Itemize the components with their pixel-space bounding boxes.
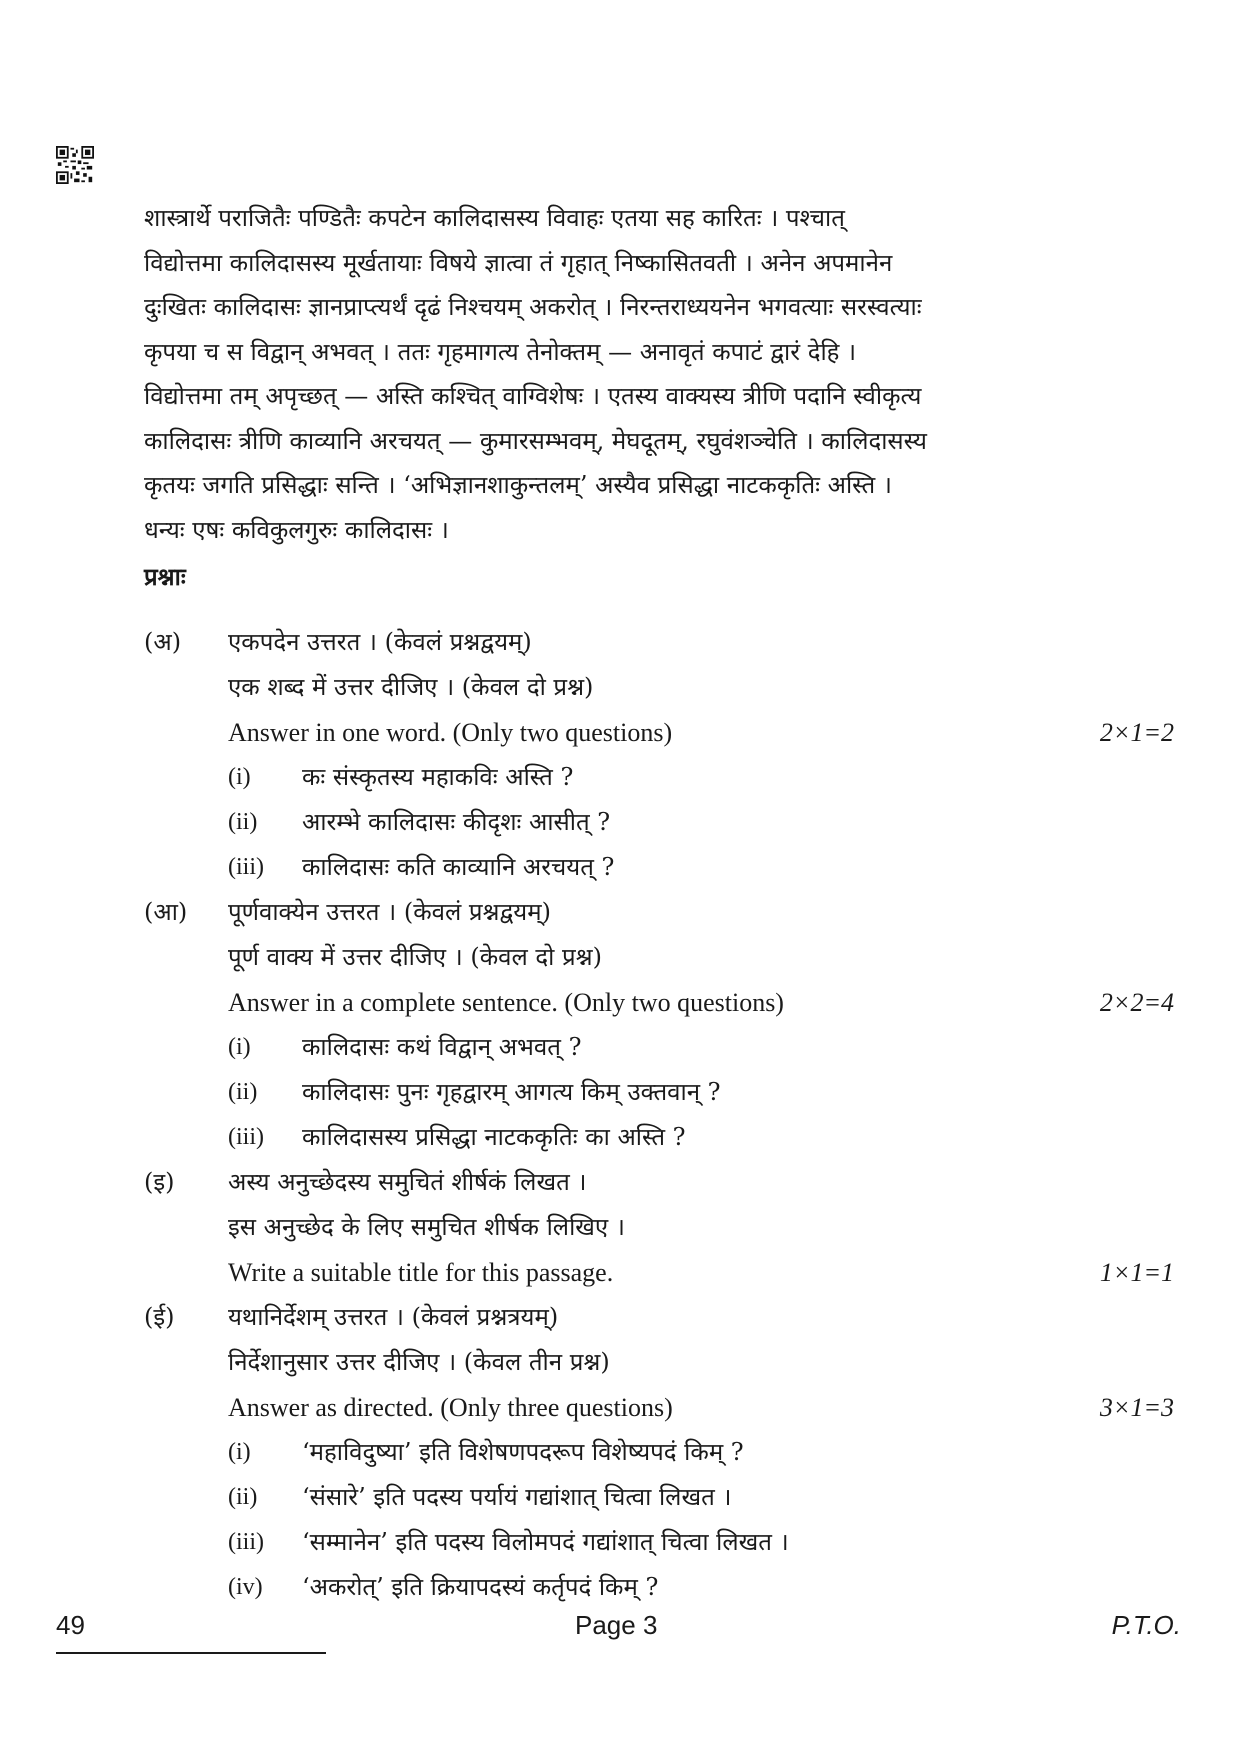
question-text: ‘संसारे’ इति पदस्य पर्यायं गद्यांशात् चित्वा लिखत । — [302, 1483, 732, 1511]
instruction-sanskrit: पूर्णवाक्येन उत्तरत । (केवलं प्रश्नद्वयम्) — [228, 898, 551, 926]
section-label: (अ) — [144, 628, 182, 656]
paper-code: 49 — [56, 1610, 85, 1640]
question-number: (ii) — [228, 1484, 258, 1510]
instruction-hindi: एक शब्द में उत्तर दीजिए । (केवल दो प्रश्न) — [228, 673, 594, 701]
question-section-i — [144, 1160, 1174, 1295]
page-number: Page 3 — [575, 1610, 658, 1640]
marks: 2×2=4 — [1099, 988, 1174, 1017]
passage-line: कृतयः जगति प्रसिद्धाः सन्ति । ‘अभिज्ञानशाकुन्तलम्’ अस्यैव प्रसिद्धा नाटककृतिः अस्ति । — [144, 471, 892, 499]
question-number: (iii) — [228, 1124, 264, 1150]
passage-line: कृपया च स विद्वान् अभवत् । ततः गृहमागत्य तेनोक्तम् — अनावृतं कपाटं द्वारं देहि । — [144, 337, 857, 366]
instruction-hindi: इस अनुच्छेद के लिए समुचित शीर्षक लिखिए । — [228, 1213, 625, 1241]
instruction-sanskrit: एकपदेन उत्तरत । (केवलं प्रश्नद्वयम्) — [228, 628, 532, 656]
passage-line: शास्त्रार्थे पराजितैः पण्डितैः कपटेन कालिदासस्य विवाहः एतया सह कारितः । पश्चात् — [144, 204, 845, 232]
questions-heading: प्रश्नाः — [144, 562, 186, 591]
question-text: कालिदासः कथं विद्वान् अभवत् ? — [302, 1033, 582, 1061]
question-number: (ii) — [228, 809, 258, 835]
passage-line: विद्योत्तमा कालिदासस्य मूर्खतायाः विषये ज्ञात्वा तं गृहात् निष्कासितवती । अनेन अपमानेन — [144, 248, 893, 277]
marks: 1×1=1 — [1099, 1258, 1174, 1287]
question-number: (iii) — [228, 1529, 264, 1555]
instruction-english: Write a suitable title for this passage. — [228, 1258, 614, 1287]
passage-line: कालिदासः त्रीणि काव्यानि अरचयत् — कुमारसम्भवम्, मेघदूतम्, रघुवंशञ्चेति । कालिदासस्य — [144, 426, 927, 455]
question-number: (i) — [228, 764, 251, 790]
question-number: (i) — [228, 1034, 251, 1060]
section-label: (आ) — [144, 898, 188, 926]
marks: 2×1=2 — [1099, 718, 1174, 747]
section-label: (इ) — [144, 1168, 175, 1196]
question-text: आरम्भे कालिदासः कीदृशः आसीत् ? — [302, 808, 611, 836]
question-text: कालिदासः कति काव्यानि अरचयत् ? — [302, 853, 615, 881]
question-section-aa — [144, 890, 1174, 1160]
instruction-hindi: पूर्ण वाक्य में उत्तर दीजिए । (केवल दो प्रश्न) — [228, 943, 602, 971]
question-number: (iii) — [228, 854, 264, 880]
instruction-hindi: निर्देशानुसार उत्तर दीजिए । (केवल तीन प्रश्न) — [228, 1348, 610, 1376]
question-section-ii — [144, 1295, 1174, 1610]
qr-code-icon — [56, 146, 94, 184]
section-label: (ई) — [144, 1303, 175, 1331]
passage-line: धन्यः एषः कविकुलगुरुः कालिदासः । — [144, 515, 449, 544]
question-text: ‘सम्मानेन’ इति पदस्य विलोमपदं गद्यांशात् चित्वा लिखत । — [302, 1528, 789, 1556]
marks: 3×1=3 — [1099, 1393, 1174, 1422]
question-section-a — [144, 620, 1174, 890]
question-text: ‘महाविदुष्या’ इति विशेषणपदरूप विशेष्यपदं किम् ? — [302, 1438, 744, 1466]
footer-rule — [56, 1652, 326, 1654]
passage-line: विद्योत्तमा तम् अपृच्छत् — अस्ति कश्चित् वाग्विशेषः । एतस्य वाक्यस्य त्रीणि पदानि स्वीकृत्य — [144, 382, 922, 410]
instruction-english: Answer in a complete sentence. (Only two questions) — [228, 988, 784, 1017]
page-footer — [0, 1610, 1241, 1670]
pto-label: P.T.O. — [1111, 1610, 1181, 1640]
question-number: (ii) — [228, 1079, 258, 1105]
question-number: (iv) — [228, 1574, 263, 1600]
instruction-sanskrit: यथानिर्देशम् उत्तरत । (केवलं प्रश्नत्रयम्) — [228, 1303, 559, 1331]
instruction-english: Answer as directed. (Only three questions) — [228, 1393, 673, 1422]
passage-line: दुःखितः कालिदासः ज्ञानप्राप्त्यर्थं दृढं निश्चयम् अकरोत् । निरन्तराध्ययनेन भगवत्याः सरस्वत्याः — [144, 293, 922, 321]
instruction-sanskrit: अस्य अनुच्छेदस्य समुचितं शीर्षकं लिखत । — [228, 1168, 587, 1196]
question-text: कः संस्कृतस्य महाकविः अस्ति ? — [302, 763, 574, 791]
passage — [144, 196, 1114, 552]
question-text: ‘अकरोत्’ इति क्रियापदस्यं कर्तृपदं किम् ? — [302, 1573, 659, 1601]
question-text: कालिदासः पुनः गृहद्वारम् आगत्य किम् उक्तवान् ? — [302, 1078, 721, 1106]
instruction-english: Answer in one word. (Only two questions) — [228, 718, 673, 747]
question-number: (i) — [228, 1439, 251, 1465]
question-text: कालिदासस्य प्रसिद्धा नाटककृतिः का अस्ति ? — [302, 1123, 686, 1151]
